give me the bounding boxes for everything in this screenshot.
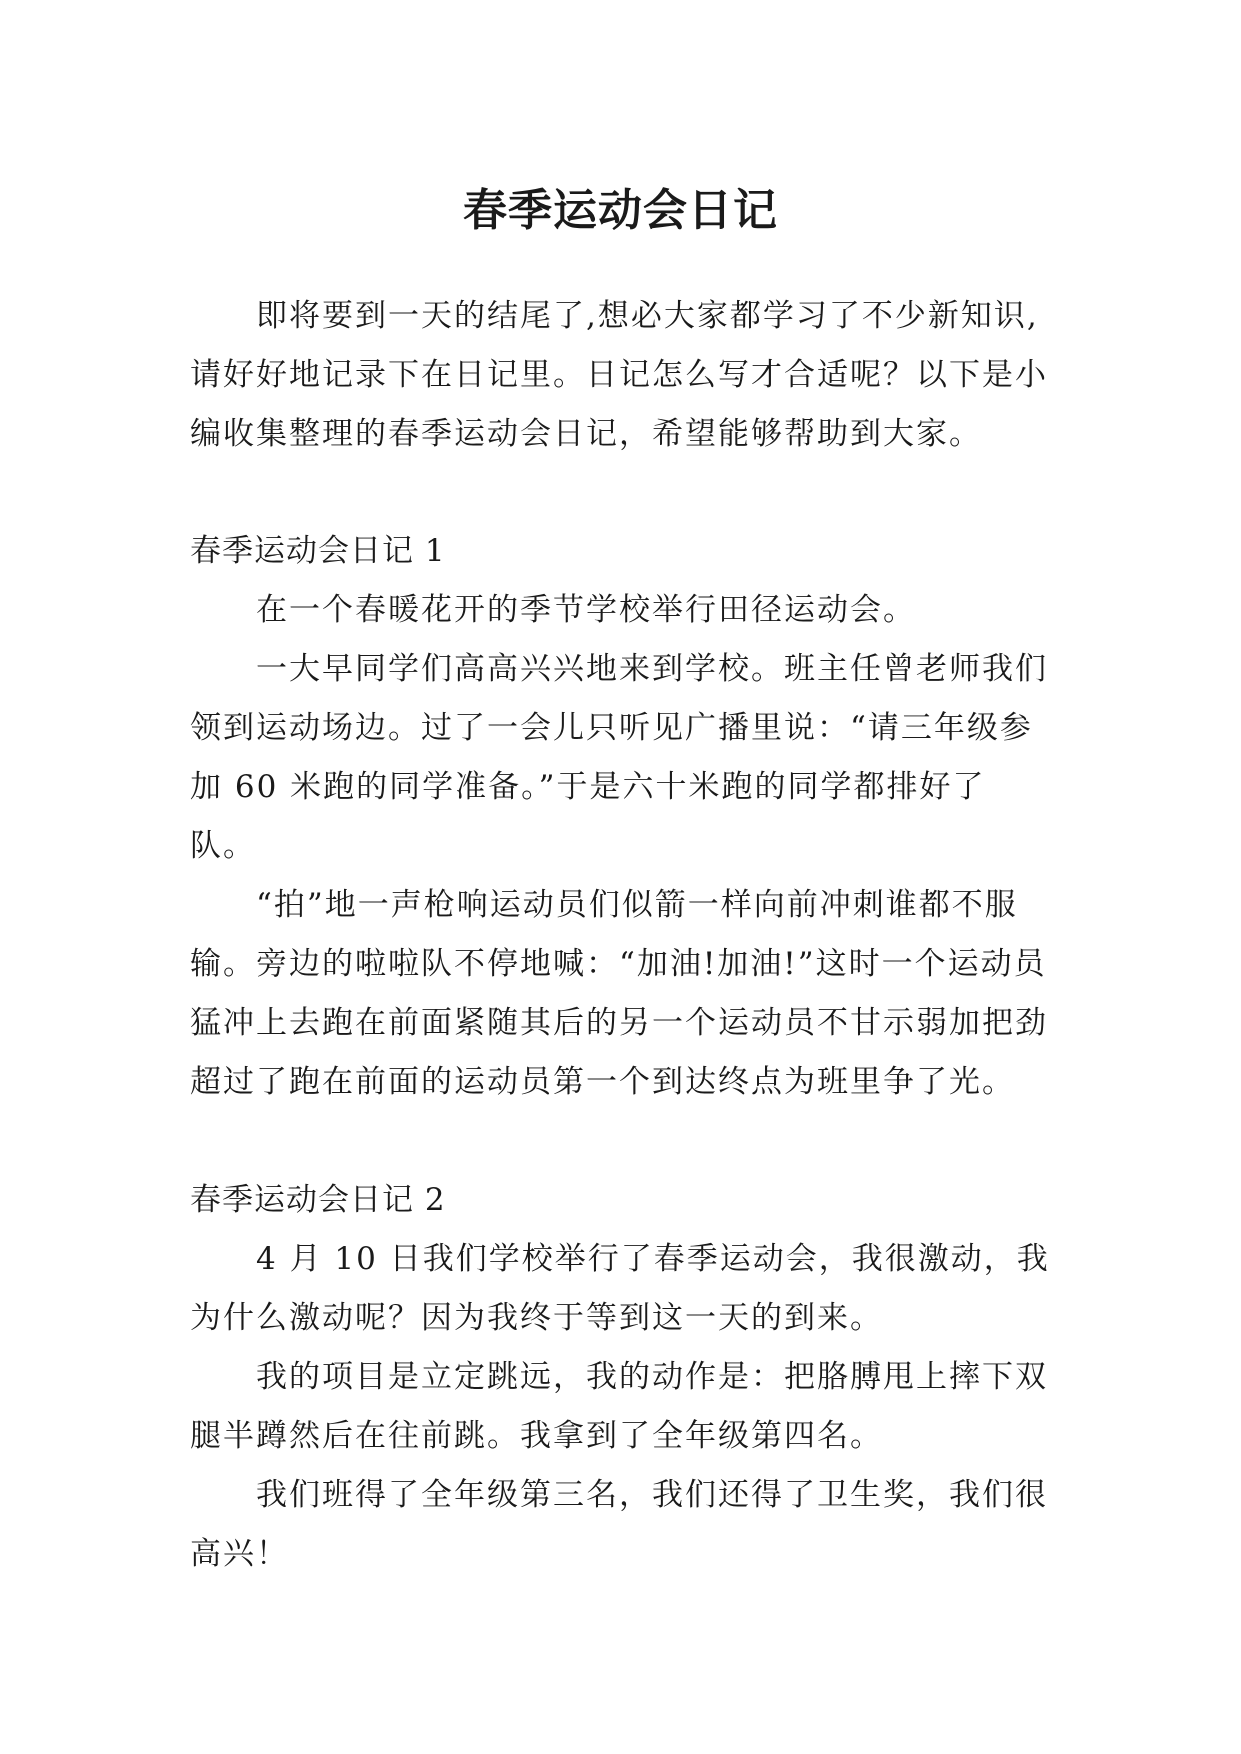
diary-section-2 xyxy=(190,1171,1050,1584)
section-1-paragraph-2: 一大早同学们高高兴兴地来到学校。班主任曾老师我们领到运动场边。过了一会儿只听见广播里说：“请三年级参加 60 米跑的同学准备。”于是六十米跑的同学都排好了队。 xyxy=(190,651,1048,864)
section-2-paragraph-3: 我们班得了全年级第三名，我们还得了卫生奖，我们很高兴！ xyxy=(190,1477,1048,1572)
section-1-paragraph-1: 在一个春暖花开的季节学校举行田径运动会。 xyxy=(256,592,916,628)
document-body xyxy=(190,287,1050,1584)
document-title: 春季运动会日记 xyxy=(463,185,778,237)
section-heading-1: 春季运动会日记 1 xyxy=(190,533,446,569)
section-heading-2: 春季运动会日记 2 xyxy=(190,1182,446,1218)
intro-paragraph: 即将要到一天的结尾了,想必大家都学习了不少新知识,请好好地记录下在日记里。日记怎么写才合适呢？以下是小编收集整理的春季运动会日记，希望能够帮助到大家。 xyxy=(190,298,1048,452)
diary-section-1 xyxy=(190,522,1050,1112)
section-2-paragraph-1: 4 月 10 日我们学校举行了春季运动会，我很激动，我为什么激动呢？因为我终于等到这一天的到来。 xyxy=(190,1241,1050,1336)
section-1-paragraph-3: “拍”地一声枪响运动员们似箭一样向前冲刺谁都不服输。旁边的啦啦队不停地喊：“加油!加油!”这时一个运动员猛冲上去跑在前面紧随其后的另一个运动员不甘示弱加把劲超过了跑在前面的运动员第一个到达终点为班里争了光。 xyxy=(190,887,1048,1100)
section-2-paragraph-2: 我的项目是立定跳远，我的动作是：把胳膊甩上摔下双腿半蹲然后在往前跳。我拿到了全年级第四名。 xyxy=(190,1359,1048,1454)
